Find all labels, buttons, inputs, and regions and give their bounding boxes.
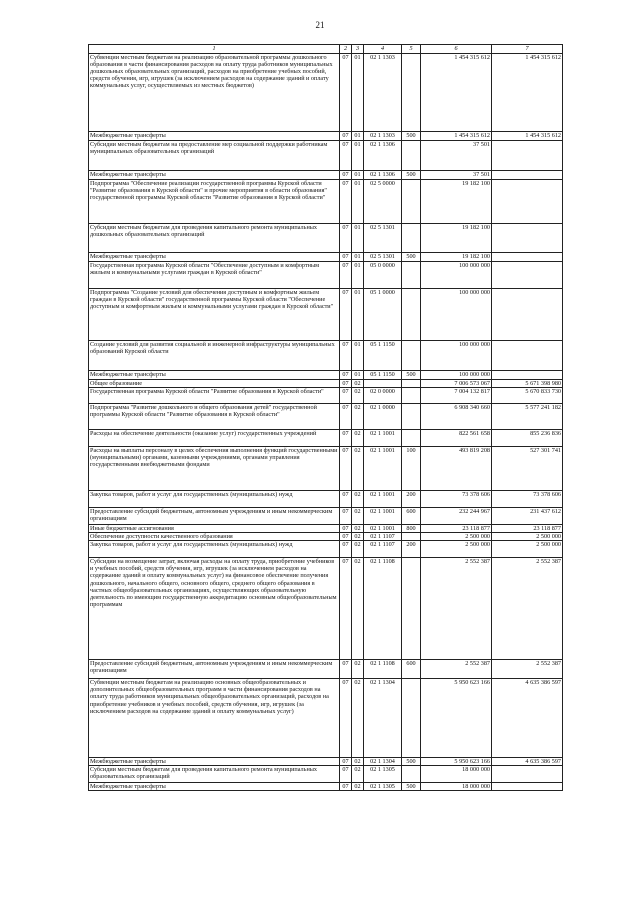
row-subsection: 02: [352, 558, 364, 660]
row-expense-type: [402, 679, 421, 758]
row-subsection: 01: [352, 54, 364, 132]
row-name: Расходы на выплаты персоналу в целях обеспечения выполнения функций государственными (муниципальными) органами, казенными учреждениями, органами управления государственными внебюджетными фондами: [89, 447, 340, 491]
table-row: [89, 758, 563, 766]
row-amount-year2: 2 500 000: [492, 541, 563, 558]
table-row: [89, 430, 563, 447]
row-name: Межбюджетные трансферты: [89, 171, 340, 180]
row-expense-type: 500: [402, 758, 421, 766]
row-subsection: 02: [352, 660, 364, 679]
row-target-article: 02 1 0000: [364, 404, 402, 430]
row-amount-year1: 2 500 000: [421, 541, 492, 558]
row-amount-year1: 7 004 132 817: [421, 388, 492, 404]
row-amount-year1: 822 561 658: [421, 430, 492, 447]
row-target-article: 02 1 1304: [364, 679, 402, 758]
row-section: 07: [340, 541, 352, 558]
row-section: 07: [340, 341, 352, 371]
row-expense-type: 500: [402, 253, 421, 262]
table-row: [89, 141, 563, 171]
row-target-article: 02 1 1303: [364, 54, 402, 132]
row-target-article: 05 1 1150: [364, 341, 402, 371]
row-target-article: 02 1 1001: [364, 447, 402, 491]
row-subsection: 02: [352, 404, 364, 430]
row-subsection: 01: [352, 171, 364, 180]
row-name: Субвенции местным бюджетам на реализацию основных общеобразовательных и дополнительных общеобразовательных программ в части финансирования расходов на оплату труда работников муниципальных общеобразовательных организаций, расходов на приобретение учебников и учебных пособий, средств обучения, игр, игрушек (за исключением расходов на содержание зданий и оплату коммунальных услуг): [89, 679, 340, 758]
row-expense-type: 200: [402, 541, 421, 558]
row-amount-year2: 4 635 386 597: [492, 758, 563, 766]
row-section: 07: [340, 132, 352, 141]
row-expense-type: [402, 180, 421, 224]
row-section: 07: [340, 171, 352, 180]
row-subsection: 02: [352, 766, 364, 783]
row-subsection: 01: [352, 141, 364, 171]
table-row: [89, 525, 563, 533]
table-row: [89, 491, 563, 508]
header-cell: 3: [352, 45, 364, 54]
header-cell: 5: [402, 45, 421, 54]
row-subsection: 01: [352, 289, 364, 341]
row-target-article: 02 1 1107: [364, 533, 402, 541]
row-section: 07: [340, 180, 352, 224]
row-amount-year2: [492, 289, 563, 341]
row-name: Государственная программа Курской области "Развитие образования в Курской области": [89, 388, 340, 404]
row-amount-year1: 232 244 967: [421, 508, 492, 525]
row-name: Субвенции местным бюджетам на реализацию образовательной программы дошкольного образования в части финансирования расходов на оплату труда работников муниципальных дошкольных образовательных организаций, расходов на приобретение учебных пособий, средств обучения, игр, игрушек (за исключением расходов на содержание зданий и оплату коммунальных услуг, осуществляемых из местных бюджетов): [89, 54, 340, 132]
row-subsection: 02: [352, 541, 364, 558]
row-amount-year1: 5 950 623 166: [421, 679, 492, 758]
row-subsection: 02: [352, 447, 364, 491]
row-expense-type: [402, 262, 421, 289]
row-amount-year2: [492, 262, 563, 289]
header-cell: 2: [340, 45, 352, 54]
row-expense-type: 800: [402, 525, 421, 533]
row-subsection: 02: [352, 380, 364, 388]
row-amount-year1: 100 000 000: [421, 341, 492, 371]
row-section: 07: [340, 491, 352, 508]
table-row: [89, 262, 563, 289]
page-number: 21: [315, 20, 325, 30]
table-row: [89, 132, 563, 141]
row-target-article: 02 1 1306: [364, 141, 402, 171]
row-amount-year2: [492, 766, 563, 783]
row-amount-year2: [492, 371, 563, 380]
row-expense-type: 500: [402, 371, 421, 380]
row-section: 07: [340, 558, 352, 660]
row-amount-year2: 5 671 398 980: [492, 380, 563, 388]
row-target-article: 05 1 0000: [364, 289, 402, 341]
row-name: Межбюджетные трансферты: [89, 132, 340, 141]
row-expense-type: 200: [402, 491, 421, 508]
table-row: [89, 388, 563, 404]
row-amount-year1: 100 000 000: [421, 289, 492, 341]
row-section: 07: [340, 679, 352, 758]
header-cell: 4: [364, 45, 402, 54]
row-amount-year2: 231 437 612: [492, 508, 563, 525]
row-expense-type: [402, 533, 421, 541]
table-row: [89, 171, 563, 180]
table-header-row: [89, 45, 563, 54]
table-row: [89, 54, 563, 132]
row-name: Субсидии местным бюджетам для проведения капитального ремонта муниципальных дошкольных образовательных организаций: [89, 224, 340, 253]
row-amount-year2: 2 500 000: [492, 533, 563, 541]
row-target-article: 05 1 1150: [364, 371, 402, 380]
row-target-article: 02 1 1001: [364, 508, 402, 525]
row-amount-year1: 19 182 100: [421, 224, 492, 253]
budget-table: [88, 44, 563, 791]
row-expense-type: [402, 54, 421, 132]
header-cell: 1: [89, 45, 340, 54]
row-expense-type: 600: [402, 660, 421, 679]
row-subsection: 02: [352, 758, 364, 766]
row-target-article: 02 1 1108: [364, 558, 402, 660]
row-name: Субсидии местным бюджетам на предоставление мер социальной поддержки работникам муниципальных образовательных организаций: [89, 141, 340, 171]
row-expense-type: [402, 141, 421, 171]
table-row: [89, 447, 563, 491]
row-amount-year1: 1 454 315 612: [421, 132, 492, 141]
table-row: [89, 224, 563, 253]
row-amount-year1: 1 454 315 612: [421, 54, 492, 132]
row-expense-type: 100: [402, 447, 421, 491]
row-section: 07: [340, 660, 352, 679]
row-amount-year2: [492, 224, 563, 253]
row-target-article: 02 1 1107: [364, 541, 402, 558]
row-expense-type: [402, 341, 421, 371]
row-amount-year1: 100 000 000: [421, 371, 492, 380]
row-name: Межбюджетные трансферты: [89, 371, 340, 380]
row-section: 07: [340, 371, 352, 380]
row-subsection: 02: [352, 508, 364, 525]
row-target-article: 02 5 1301: [364, 253, 402, 262]
row-amount-year2: 23 118 877: [492, 525, 563, 533]
row-name: Иные бюджетные ассигнования: [89, 525, 340, 533]
row-section: 07: [340, 380, 352, 388]
table-row: [89, 558, 563, 660]
row-subsection: 01: [352, 253, 364, 262]
row-name: Подпрограмма "Создание условий для обеспечения доступным и комфортным жильем граждан в Курской области" государственной программы Курской области "Обеспечение доступным и комфортным жильем и коммунальными услугами граждан в Курской области": [89, 289, 340, 341]
row-amount-year1: 19 182 100: [421, 180, 492, 224]
row-name: Обеспечение доступности качественного образования: [89, 533, 340, 541]
row-name: Закупка товаров, работ и услуг для государственных (муниципальных) нужд: [89, 491, 340, 508]
row-amount-year2: [492, 141, 563, 171]
row-amount-year2: 1 454 315 612: [492, 132, 563, 141]
row-target-article: [364, 380, 402, 388]
row-amount-year1: 100 000 000: [421, 262, 492, 289]
row-amount-year2: 5 670 833 730: [492, 388, 563, 404]
row-subsection: 01: [352, 262, 364, 289]
table-row: [89, 371, 563, 380]
row-expense-type: [402, 404, 421, 430]
table-row: [89, 380, 563, 388]
row-name: Субсидии на возмещение затрат, включая расходы на оплату труда, приобретение учебников и учебных пособий, средств обучения, игр, игрушек (за исключением расходов на содержание зданий и оплату коммунальных услуг) на финансовое обеспечение получения дошкольного, начального общего, основного общего, среднего общего образования в частных общеобразовательных организациях, осуществляющих образовательную деятельность по имеющим государственную аккредитацию основным общеобразовательным программам: [89, 558, 340, 660]
row-name: Подпрограмма "Развитие дошкольного и общего образования детей" государственной программы Курской области "Развитие образования в Курской области": [89, 404, 340, 430]
table-row: [89, 289, 563, 341]
row-section: 07: [340, 508, 352, 525]
row-name: Подпрограмма "Обеспечение реализации государственной программы Курской области "Развитие образования в Курской области" и прочие мероприятия в области образования" государственной программы Курской области "Развитие образования в Курской области": [89, 180, 340, 224]
row-amount-year1: 23 118 877: [421, 525, 492, 533]
row-section: 07: [340, 525, 352, 533]
row-amount-year1: 6 908 340 660: [421, 404, 492, 430]
row-section: 07: [340, 141, 352, 171]
row-amount-year2: 1 454 315 612: [492, 54, 563, 132]
row-subsection: 02: [352, 491, 364, 508]
row-section: 07: [340, 262, 352, 289]
row-amount-year1: 37 501: [421, 141, 492, 171]
row-section: 07: [340, 447, 352, 491]
row-section: 07: [340, 766, 352, 783]
table-row: [89, 533, 563, 541]
row-expense-type: [402, 224, 421, 253]
row-amount-year1: 18 000 000: [421, 766, 492, 783]
row-amount-year2: 73 378 606: [492, 491, 563, 508]
table-row: [89, 660, 563, 679]
header-cell: 7: [492, 45, 563, 54]
row-name: Предоставление субсидий бюджетным, автономным учреждениям и иным некоммерческим организациям: [89, 660, 340, 679]
row-expense-type: [402, 766, 421, 783]
row-expense-type: 500: [402, 171, 421, 180]
row-name: Межбюджетные трансферты: [89, 253, 340, 262]
row-section: 07: [340, 253, 352, 262]
table-row: [89, 404, 563, 430]
table-row: [89, 180, 563, 224]
row-target-article: 02 1 1108: [364, 660, 402, 679]
row-expense-type: [402, 380, 421, 388]
row-target-article: 02 1 1305: [364, 766, 402, 783]
row-subsection: 02: [352, 430, 364, 447]
row-amount-year2: [492, 783, 563, 791]
row-expense-type: [402, 388, 421, 404]
row-target-article: 02 5 1301: [364, 224, 402, 253]
row-subsection: 02: [352, 525, 364, 533]
row-amount-year1: 7 006 573 067: [421, 380, 492, 388]
row-name: Создание условий для развития социальной и инженерной инфраструктуры муниципальных образований Курской области: [89, 341, 340, 371]
row-section: 07: [340, 783, 352, 791]
row-amount-year2: 527 301 741: [492, 447, 563, 491]
table-row: [89, 341, 563, 371]
table-row: [89, 508, 563, 525]
row-section: 07: [340, 388, 352, 404]
row-amount-year1: 493 819 208: [421, 447, 492, 491]
row-amount-year1: 37 501: [421, 171, 492, 180]
row-name: Субсидии местным бюджетам для проведения капитального ремонта муниципальных образовательных организаций: [89, 766, 340, 783]
row-amount-year2: 2 552 387: [492, 660, 563, 679]
row-target-article: 02 0 0000: [364, 388, 402, 404]
row-target-article: 05 0 0000: [364, 262, 402, 289]
row-section: 07: [340, 430, 352, 447]
row-expense-type: [402, 289, 421, 341]
row-subsection: 02: [352, 783, 364, 791]
row-subsection: 02: [352, 679, 364, 758]
header-cell: 6: [421, 45, 492, 54]
row-subsection: 02: [352, 388, 364, 404]
row-expense-type: [402, 430, 421, 447]
table-row: [89, 253, 563, 262]
row-subsection: 01: [352, 224, 364, 253]
row-expense-type: 500: [402, 783, 421, 791]
table-row: [89, 783, 563, 791]
row-target-article: 02 1 1305: [364, 783, 402, 791]
row-target-article: 02 1 1001: [364, 430, 402, 447]
row-name: Общее образование: [89, 380, 340, 388]
row-subsection: 01: [352, 341, 364, 371]
table-row: [89, 541, 563, 558]
row-target-article: 02 1 1001: [364, 491, 402, 508]
row-amount-year2: 855 236 836: [492, 430, 563, 447]
row-amount-year2: [492, 253, 563, 262]
table-row: [89, 766, 563, 783]
row-target-article: 02 1 1304: [364, 758, 402, 766]
row-name: Межбюджетные трансферты: [89, 758, 340, 766]
row-amount-year1: 73 378 606: [421, 491, 492, 508]
row-name: Расходы на обеспечение деятельности (оказание услуг) государственных учреждений: [89, 430, 340, 447]
row-name: Закупка товаров, работ и услуг для государственных (муниципальных) нужд: [89, 541, 340, 558]
row-amount-year2: 4 635 386 597: [492, 679, 563, 758]
row-section: 07: [340, 758, 352, 766]
row-section: 07: [340, 54, 352, 132]
row-expense-type: 600: [402, 508, 421, 525]
row-subsection: 02: [352, 533, 364, 541]
row-target-article: 02 5 0000: [364, 180, 402, 224]
row-subsection: 01: [352, 180, 364, 224]
row-amount-year1: 2 552 387: [421, 660, 492, 679]
row-section: 07: [340, 289, 352, 341]
row-amount-year2: [492, 180, 563, 224]
row-section: 07: [340, 533, 352, 541]
row-amount-year2: [492, 171, 563, 180]
row-section: 07: [340, 224, 352, 253]
row-section: 07: [340, 404, 352, 430]
row-amount-year1: 5 950 623 166: [421, 758, 492, 766]
row-amount-year2: 2 552 387: [492, 558, 563, 660]
row-amount-year1: 2 552 387: [421, 558, 492, 660]
table-row: [89, 679, 563, 758]
row-name: Межбюджетные трансферты: [89, 783, 340, 791]
row-target-article: 02 1 1001: [364, 525, 402, 533]
row-amount-year1: 18 000 000: [421, 783, 492, 791]
row-amount-year1: 2 500 000: [421, 533, 492, 541]
row-amount-year1: 19 182 100: [421, 253, 492, 262]
row-target-article: 02 1 1303: [364, 132, 402, 141]
row-amount-year2: 5 577 241 182: [492, 404, 563, 430]
row-subsection: 01: [352, 132, 364, 141]
row-subsection: 01: [352, 371, 364, 380]
row-target-article: 02 1 1306: [364, 171, 402, 180]
row-name: Государственная программа Курской области "Обеспечение доступным и комфортным жильем и коммунальными услугами граждан в Курской области": [89, 262, 340, 289]
row-amount-year2: [492, 341, 563, 371]
row-name: Предоставление субсидий бюджетным, автономным учреждениям и иным некоммерческим организациям: [89, 508, 340, 525]
row-expense-type: 500: [402, 132, 421, 141]
row-expense-type: [402, 558, 421, 660]
